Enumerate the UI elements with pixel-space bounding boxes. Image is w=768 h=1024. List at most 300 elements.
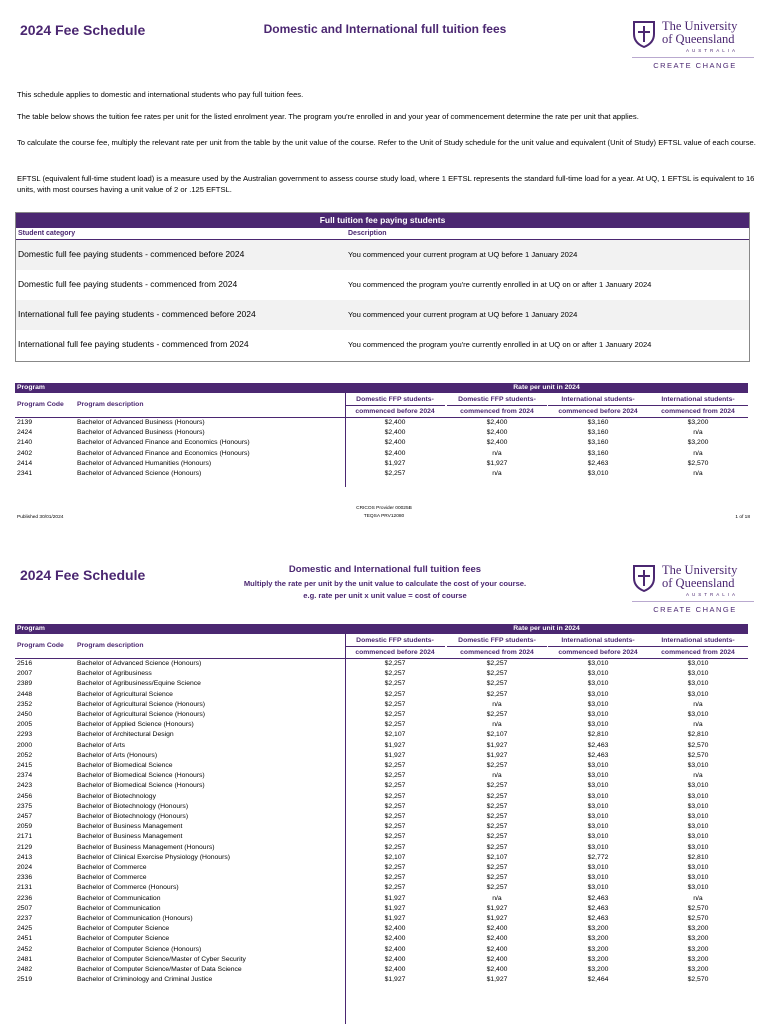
program-code: 2341 (17, 470, 33, 477)
header-subtitle-1: Multiply the rate per unit by the unit value to calculate the cost of your course. (243, 579, 527, 588)
category-row (16, 330, 749, 360)
rate-international-from-2024: $3,200 (687, 439, 709, 447)
rate-domestic-before-2024: $2,257 (384, 884, 406, 892)
table-row (15, 741, 748, 751)
rate-international-from-2024: n/a (693, 721, 703, 729)
program-description: Bachelor of Computer Science/Master of Cyber Security (77, 955, 246, 963)
program-code: 2456 (17, 792, 33, 800)
rate-international-from-2024: n/a (693, 470, 703, 477)
rate-col-heading: International students- commenced from 2024 (648, 394, 748, 417)
logo-line-2: of Queensland (662, 576, 735, 590)
rate-domestic-from-2024: n/a (492, 470, 502, 477)
program-description: Bachelor of Biotechnology (Honours) (77, 813, 189, 820)
fee-table-top-header (15, 624, 748, 634)
rate-international-from-2024: $3,010 (687, 884, 709, 892)
col-description: Description (348, 230, 387, 237)
rate-international-before-2024: $3,010 (587, 823, 609, 831)
table-row (15, 720, 748, 730)
rate-international-before-2024: $3,200 (587, 925, 609, 933)
cricos-code: CRICOS Provider 00025B (356, 506, 412, 511)
rate-col-heading: International students- commenced from 2024 (648, 635, 748, 658)
rate-domestic-from-2024: $1,927 (486, 751, 508, 759)
rate-domestic-before-2024: $2,257 (384, 874, 406, 882)
rate-international-before-2024: $3,010 (587, 670, 609, 678)
rate-domestic-from-2024: $2,257 (486, 792, 508, 800)
rate-domestic-from-2024: $2,257 (486, 823, 508, 831)
page-2 (0, 540, 768, 1024)
rate-international-before-2024: $3,010 (587, 711, 609, 718)
table-row (15, 832, 748, 842)
program-description: Bachelor of Commerce (77, 864, 147, 871)
rate-international-before-2024: $3,200 (587, 945, 609, 953)
rate-domestic-before-2024: $2,257 (384, 782, 406, 790)
program-description: Bachelor of Clinical Exercise Physiology (Honours) (77, 853, 230, 861)
rate-col-heading: Domestic FFP students- commenced from 2024 (447, 394, 547, 417)
rate-international-from-2024: $3,010 (687, 823, 709, 831)
rate-domestic-from-2024: $2,400 (486, 429, 508, 437)
rate-domestic-from-2024: $1,927 (486, 904, 508, 912)
rate-international-from-2024: $3,010 (687, 690, 709, 698)
rate-domestic-from-2024: n/a (492, 449, 502, 457)
rate-international-from-2024: $3,010 (687, 802, 709, 810)
rate-domestic-before-2024: $2,257 (384, 772, 406, 780)
rate-domestic-before-2024: $2,257 (384, 792, 406, 800)
program-description: Bachelor of Advanced Science (Honours) (77, 470, 202, 477)
table-row (15, 669, 748, 679)
program-description: Bachelor of Communication (77, 904, 161, 912)
table-row (15, 822, 748, 832)
table-row (15, 690, 748, 700)
category-description: You commenced the program you're currently enrolled in at UQ on or after 1 January 2024 (348, 280, 652, 289)
rate-domestic-before-2024: $2,257 (384, 700, 406, 708)
rate-international-from-2024: n/a (693, 772, 703, 780)
rate-domestic-from-2024: $2,400 (486, 439, 508, 447)
category-name: Domestic full fee paying students - commenced before 2024 (18, 249, 245, 259)
rate-international-from-2024: $3,010 (687, 762, 709, 769)
rate-international-before-2024: $3,010 (587, 813, 609, 820)
rate-domestic-before-2024: $2,400 (384, 955, 406, 963)
program-description: Bachelor of Criminology and Criminal Justice (77, 976, 213, 984)
logo-rule (632, 57, 754, 58)
table-row (15, 700, 748, 710)
table-row (15, 802, 748, 812)
program-code: 2131 (17, 884, 33, 892)
rate-international-before-2024: $2,464 (587, 976, 609, 984)
rate-domestic-before-2024: $2,107 (384, 731, 406, 739)
rate-col-heading: Domestic FFP students- commenced from 2024 (447, 635, 547, 658)
program-code: 2457 (17, 813, 33, 820)
rate-international-before-2024: $3,200 (587, 966, 609, 973)
program-description: Bachelor of Business Management (77, 833, 183, 841)
program-heading: Program (17, 625, 45, 632)
table-row (15, 710, 748, 720)
program-code: 2424 (17, 429, 33, 437)
rate-international-from-2024: $3,010 (687, 792, 709, 800)
rate-domestic-before-2024: $2,257 (384, 470, 406, 477)
rate-domestic-from-2024: $2,257 (486, 813, 508, 820)
rate-col-heading: International students- commenced before 2024 (548, 635, 648, 658)
program-description: Bachelor of Agribusiness (77, 670, 152, 678)
rate-international-from-2024: n/a (693, 700, 703, 708)
program-code: 2425 (17, 925, 33, 933)
table-row (15, 812, 748, 822)
fee-schedule-title: 2024 Fee Schedule (20, 567, 146, 583)
rate-domestic-from-2024: $2,257 (486, 884, 508, 892)
category-row (16, 240, 749, 270)
program-code: 2414 (17, 459, 33, 467)
program-code: 2375 (17, 802, 33, 810)
rate-domestic-before-2024: $1,927 (384, 904, 406, 912)
logo-line-3: AUSTRALIA (686, 592, 739, 597)
category-row (16, 300, 749, 330)
rate-domestic-from-2024: $2,257 (486, 690, 508, 698)
program-description-heading: Program description (77, 642, 144, 649)
rate-domestic-before-2024: $2,257 (384, 690, 406, 698)
program-description: Bachelor of Computer Science (77, 925, 170, 933)
program-code: 2236 (17, 894, 33, 902)
rate-domestic-before-2024: $2,400 (384, 925, 406, 933)
table-row (15, 751, 748, 761)
rate-domestic-from-2024: n/a (492, 894, 502, 902)
table-row (15, 924, 748, 934)
program-description: Bachelor of Business Management (77, 823, 183, 831)
rate-domestic-before-2024: $2,257 (384, 762, 406, 769)
rate-international-before-2024: $3,200 (587, 955, 609, 963)
program-description: Bachelor of Communication (77, 894, 161, 902)
program-description: Bachelor of Commerce (Honours) (77, 884, 179, 892)
program-description: Bachelor of Advanced Humanities (Honours) (77, 459, 212, 467)
rate-col-heading: Domestic FFP students- commenced before 2024 (345, 394, 445, 417)
rate-domestic-before-2024: $2,257 (384, 670, 406, 678)
table-row (15, 873, 748, 883)
program-code: 2374 (17, 772, 33, 780)
rate-domestic-before-2024: $2,257 (384, 823, 406, 831)
page-number: 1 of 18 (735, 515, 750, 520)
program-description: Bachelor of Commerce (77, 874, 147, 882)
rate-international-from-2024: $2,810 (687, 731, 709, 739)
table-row (15, 883, 748, 893)
rate-international-from-2024: $2,570 (687, 751, 709, 759)
logo-line-3: AUSTRALIA (686, 48, 739, 53)
rate-domestic-from-2024: $1,927 (486, 741, 508, 749)
program-code: 2482 (17, 966, 33, 973)
rate-international-before-2024: $3,010 (587, 470, 609, 477)
header-subtitle-2: e.g. rate per unit x unit value = cost of course (303, 591, 467, 600)
rate-domestic-before-2024: $1,927 (384, 459, 406, 467)
category-row (16, 270, 749, 300)
program-code: 2129 (17, 843, 33, 851)
rate-domestic-before-2024: $2,400 (384, 449, 406, 457)
program-description: Bachelor of Agricultural Science (77, 690, 173, 698)
program-code: 2415 (17, 762, 33, 769)
table-row (15, 894, 748, 904)
rate-international-from-2024: $3,010 (687, 813, 709, 820)
rate-domestic-from-2024: $2,257 (486, 670, 508, 678)
table-row (15, 914, 748, 924)
program-code: 2007 (17, 670, 33, 678)
table-row (15, 975, 748, 985)
table-row (15, 965, 748, 975)
program-description-heading: Program description (77, 401, 144, 408)
rate-international-before-2024: $3,010 (587, 782, 609, 790)
logo-rule (632, 601, 754, 602)
logo-line-2: of Queensland (662, 32, 735, 46)
program-code: 2005 (17, 721, 33, 729)
program-code: 2293 (17, 731, 33, 739)
program-code: 2000 (17, 741, 33, 749)
rate-international-before-2024: $3,010 (587, 884, 609, 892)
rate-domestic-from-2024: $2,257 (486, 660, 508, 667)
table-row (15, 781, 748, 791)
header-title: Domestic and International full tuition fees (263, 22, 507, 36)
program-description: Bachelor of Advanced Business (Honours) (77, 419, 205, 426)
rate-international-before-2024: $3,160 (587, 449, 609, 457)
rate-international-before-2024: $3,160 (587, 419, 609, 426)
rate-domestic-from-2024: n/a (492, 700, 502, 708)
rate-international-from-2024: $2,570 (687, 915, 709, 922)
rate-international-from-2024: $3,010 (687, 660, 709, 667)
rate-international-from-2024: $2,570 (687, 904, 709, 912)
intro-paragraph-1: This schedule applies to domestic and international students who pay full tuition fees. (17, 90, 304, 99)
program-description: Bachelor of Architectural Design (77, 731, 174, 739)
rate-domestic-from-2024: $2,257 (486, 680, 508, 688)
logo-line-1: The University (662, 563, 738, 577)
rate-domestic-before-2024: $2,257 (384, 864, 406, 871)
rate-domestic-from-2024: $2,257 (486, 833, 508, 841)
program-code: 2052 (17, 751, 33, 759)
rate-international-from-2024: $2,570 (687, 741, 709, 749)
program-code: 2402 (17, 449, 33, 457)
rate-international-from-2024: $3,010 (687, 864, 709, 871)
program-code: 2024 (17, 864, 33, 871)
table-row (15, 761, 748, 771)
rate-international-before-2024: $3,010 (587, 792, 609, 800)
published-date: Published 30/01/2024 (17, 515, 64, 520)
table-row (15, 955, 748, 965)
program-description: Bachelor of Applied Science (Honours) (77, 721, 194, 729)
category-table-header (16, 228, 749, 240)
table-row (15, 438, 748, 448)
rate-domestic-before-2024: $2,107 (384, 853, 406, 861)
fee-table-top-header (15, 383, 748, 393)
program-description: Bachelor of Business Management (Honours) (77, 843, 215, 851)
rate-international-from-2024: $3,200 (687, 966, 709, 973)
rate-international-from-2024: n/a (693, 894, 703, 902)
table-row (15, 945, 748, 955)
rate-international-before-2024: $3,010 (587, 833, 609, 841)
rate-international-from-2024: $3,200 (687, 945, 709, 953)
rate-international-before-2024: $2,772 (587, 853, 609, 861)
header-title: Domestic and International full tuition fees (288, 564, 482, 575)
rate-international-from-2024: $3,200 (687, 419, 709, 426)
program-description: Bachelor of Communication (Honours) (77, 915, 193, 922)
rate-domestic-from-2024: $2,400 (486, 935, 508, 943)
program-description: Bachelor of Advanced Finance and Economics (Honours) (77, 449, 250, 457)
category-description: You commenced the program you're currently enrolled in at UQ on or after 1 January 2024 (348, 340, 652, 349)
rate-international-from-2024: $2,810 (687, 853, 709, 861)
rate-international-before-2024: $2,810 (587, 731, 609, 739)
program-description: Bachelor of Biotechnology (77, 792, 156, 800)
rate-international-before-2024: $2,463 (587, 459, 609, 467)
rate-domestic-from-2024: n/a (492, 772, 502, 780)
program-code: 2516 (17, 660, 33, 667)
uq-crest-icon (632, 564, 656, 592)
category-description: You commenced your current program at UQ before 1 January 2024 (348, 250, 578, 259)
rate-international-from-2024: n/a (693, 449, 703, 457)
logo-tagline: CREATE CHANGE (653, 61, 737, 70)
program-description: Bachelor of Arts (Honours) (77, 751, 158, 759)
program-code: 2423 (17, 782, 33, 790)
program-code: 2451 (17, 935, 33, 943)
rate-international-before-2024: $3,010 (587, 772, 609, 780)
program-description: Bachelor of Computer Science/Master of Data Science (77, 966, 242, 973)
rate-domestic-from-2024: $2,400 (486, 955, 508, 963)
rate-col-heading: Domestic FFP students- commenced before 2024 (345, 635, 445, 658)
logo-line-1: The University (662, 19, 738, 33)
program-description: Bachelor of Computer Science (Honours) (77, 945, 202, 953)
table-row (15, 459, 748, 469)
intro-paragraph-2: The table below shows the tuition fee rates per unit for the listed enrolment year. The program you're enrolled in and your year of commencement determine the rate per unit that applies. (17, 112, 639, 121)
table-row (15, 843, 748, 853)
intro-paragraph-3: To calculate the course fee, multiply the relevant rate per unit from the table by the unit value of the course. Refer to the Unit of Study schedule for the unit value and equivalent (Unit of Study) EFTSL value of each course. (17, 138, 756, 147)
rate-domestic-from-2024: $1,927 (486, 976, 508, 984)
rate-domestic-from-2024: $2,257 (486, 874, 508, 882)
rate-international-from-2024: $3,010 (687, 680, 709, 688)
rate-domestic-before-2024: $1,927 (384, 915, 406, 922)
rate-international-before-2024: $2,463 (587, 741, 609, 749)
rate-international-before-2024: $3,010 (587, 721, 609, 729)
student-category-table (15, 212, 750, 362)
program-description: Bachelor of Advanced Finance and Economics (Honours) (77, 439, 250, 447)
rate-international-from-2024: $2,570 (687, 976, 709, 984)
program-code: 2139 (17, 419, 33, 426)
program-code: 2237 (17, 915, 33, 922)
rate-international-from-2024: $3,010 (687, 670, 709, 678)
rate-international-before-2024: $3,010 (587, 680, 609, 688)
rate-international-from-2024: $3,010 (687, 711, 709, 718)
rate-international-before-2024: $3,010 (587, 874, 609, 882)
col-student-category: Student category (18, 230, 76, 237)
rate-international-before-2024: $3,010 (587, 690, 609, 698)
rate-domestic-from-2024: $2,107 (486, 731, 508, 739)
rate-international-from-2024: $3,200 (687, 955, 709, 963)
table-row (15, 449, 748, 459)
rate-international-before-2024: $3,010 (587, 843, 609, 851)
rate-domestic-before-2024: $2,257 (384, 813, 406, 820)
program-code: 2389 (17, 680, 33, 688)
program-description: Bachelor of Advanced Business (Honours) (77, 429, 205, 437)
rate-international-from-2024: $3,200 (687, 925, 709, 933)
table-row (15, 679, 748, 689)
uq-crest-icon (632, 20, 656, 48)
rate-international-before-2024: $2,463 (587, 751, 609, 759)
rate-international-before-2024: $3,010 (587, 762, 609, 769)
category-name: International full fee paying students - commenced before 2024 (18, 309, 256, 319)
table-row (15, 730, 748, 740)
program-description: Bachelor of Biotechnology (Honours) (77, 802, 189, 810)
rate-domestic-before-2024: $2,400 (384, 966, 406, 973)
rate-domestic-before-2024: $2,257 (384, 660, 406, 667)
table-row (15, 418, 748, 428)
rate-international-from-2024: $3,010 (687, 782, 709, 790)
category-name: International full fee paying students - commenced from 2024 (18, 339, 249, 349)
rate-domestic-from-2024: $2,257 (486, 864, 508, 871)
program-code: 2413 (17, 853, 33, 861)
table-row (15, 853, 748, 863)
rate-domestic-before-2024: $2,400 (384, 439, 406, 447)
program-code: 2059 (17, 823, 33, 831)
program-code: 2140 (17, 439, 33, 447)
rate-domestic-from-2024: $1,927 (486, 915, 508, 922)
program-code: 2519 (17, 976, 33, 984)
rate-international-from-2024: $3,200 (687, 935, 709, 943)
rate-domestic-before-2024: $2,400 (384, 935, 406, 943)
rate-international-before-2024: $3,010 (587, 802, 609, 810)
rate-domestic-from-2024: $2,400 (486, 419, 508, 426)
program-description: Bachelor of Computer Science (77, 935, 170, 943)
program-code: 2507 (17, 904, 33, 912)
table-row (15, 771, 748, 781)
program-code: 2352 (17, 700, 33, 708)
rate-domestic-from-2024: $2,257 (486, 802, 508, 810)
rate-domestic-before-2024: $2,257 (384, 721, 406, 729)
logo-tagline: CREATE CHANGE (653, 605, 737, 614)
table-row (15, 934, 748, 944)
category-name: Domestic full fee paying students - commenced from 2024 (18, 279, 238, 289)
intro-paragraph-4: EFTSL (equivalent full-time student load) is a measure used by the Australian government to assess course study load, where 1 EFTSL represents the standard full-time load for a year. At UQ, 1 EFTSL is equivalent to 16 units, with most courses having a unit value of 2 or .125 EFTSL. (17, 174, 755, 194)
fee-table-column-header (15, 634, 748, 659)
table-row (15, 904, 748, 914)
program-description: Bachelor of Biomedical Science (Honours) (77, 772, 205, 780)
rate-domestic-before-2024: $2,400 (384, 945, 406, 953)
rate-international-before-2024: $2,463 (587, 904, 609, 912)
fee-schedule-title: 2024 Fee Schedule (20, 22, 146, 38)
table-row (15, 863, 748, 873)
program-heading: Program (17, 384, 45, 391)
program-code-heading: Program Code (17, 642, 64, 649)
fee-table-column-header (15, 393, 748, 418)
table-row (15, 428, 748, 438)
rate-domestic-from-2024: $1,927 (486, 459, 508, 467)
fee-table-page-2 (15, 624, 748, 1024)
rate-domestic-before-2024: $2,257 (384, 843, 406, 851)
rate-international-from-2024: $3,010 (687, 833, 709, 841)
rate-domestic-before-2024: $2,400 (384, 429, 406, 437)
rate-domestic-before-2024: $2,257 (384, 680, 406, 688)
table-row (15, 659, 748, 669)
teqsa-code: TEQSA PRV12080 (363, 514, 405, 519)
rate-domestic-before-2024: $2,257 (384, 833, 406, 841)
rate-international-before-2024: $3,160 (587, 439, 609, 447)
program-code-heading: Program Code (17, 401, 64, 408)
rate-domestic-from-2024: n/a (492, 721, 502, 729)
rate-domestic-before-2024: $1,927 (384, 751, 406, 759)
program-code: 2452 (17, 945, 33, 953)
rate-international-from-2024: $2,570 (687, 459, 709, 467)
table-row (15, 469, 748, 479)
program-code: 2336 (17, 874, 33, 882)
rate-domestic-before-2024: $2,257 (384, 711, 406, 718)
rate-col-heading: International students- commenced before 2024 (548, 394, 648, 417)
category-description: You commenced your current program at UQ before 1 January 2024 (348, 310, 578, 319)
rate-international-before-2024: $3,010 (587, 660, 609, 667)
rate-international-before-2024: $3,160 (587, 429, 609, 437)
rate-international-from-2024: n/a (693, 429, 703, 437)
program-description: Bachelor of Biomedical Science (77, 762, 173, 769)
rate-international-before-2024: $3,010 (587, 700, 609, 708)
program-description: Bachelor of Biomedical Science (Honours) (77, 782, 205, 790)
rate-domestic-from-2024: $2,257 (486, 762, 508, 769)
